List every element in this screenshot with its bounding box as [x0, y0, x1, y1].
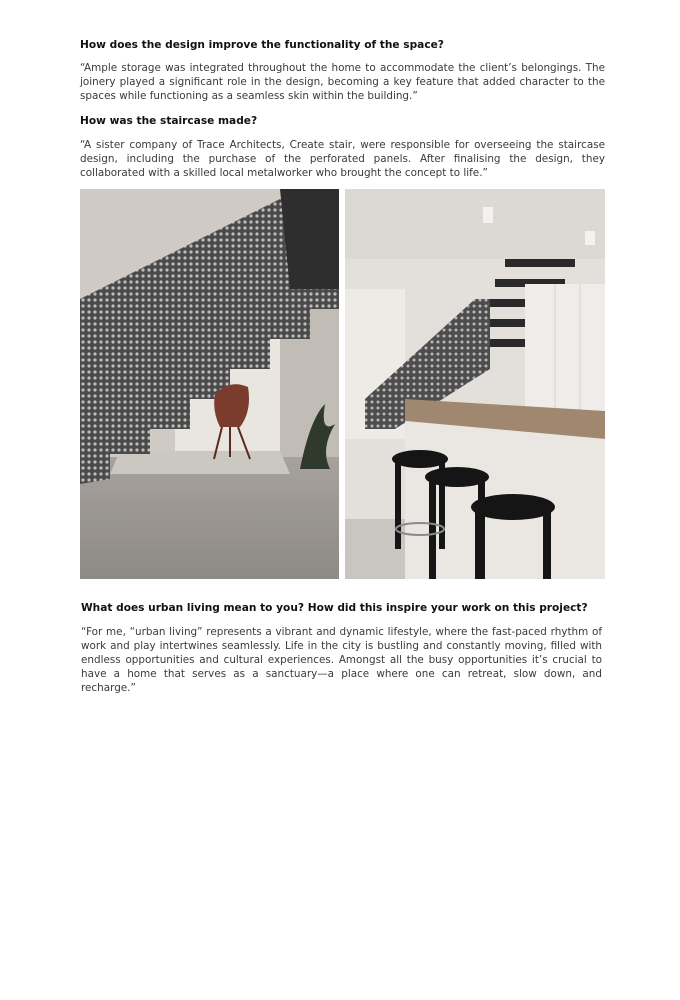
kitchen-illustration: [345, 189, 605, 579]
section-body: “Ample storage was integrated throughout the home to accommodate the client’s belongings. The joinery played a significant role in the design, becoming a key feature that added character to the spaces while functioning as a seamless skin within the building.”: [80, 62, 605, 102]
staircase-photo: [80, 189, 339, 579]
section-body: “A sister company of Trace Architects, Create stair, were responsible for overseeing the staircase design, including the purchase of the perforated panels. After finalising the design, they collaborated with a skilled local metalworker who brought the concept to life.”: [80, 139, 605, 179]
section-body: “For me, “urban living” represents a vibrant and dynamic lifestyle, where the fast-paced rhythm of work and play intertwines seamlessly. Life in the city is bustling and constantly moving, filled with endless opportunities and cultural experiences. Amongst all the busy opportunities it’s crucial to have a home that serves as a sanctuary—a place where one can retreat, slow down, and recharge.”: [81, 626, 602, 694]
section-heading: How does the design improve the functionality of the space?: [80, 39, 444, 51]
staircase-illustration: [80, 189, 339, 579]
section-heading: How was the staircase made?: [80, 115, 258, 127]
kitchen-photo: [345, 189, 605, 579]
section-heading: What does urban living mean to you? How did this inspire your work on this project?: [81, 602, 588, 614]
